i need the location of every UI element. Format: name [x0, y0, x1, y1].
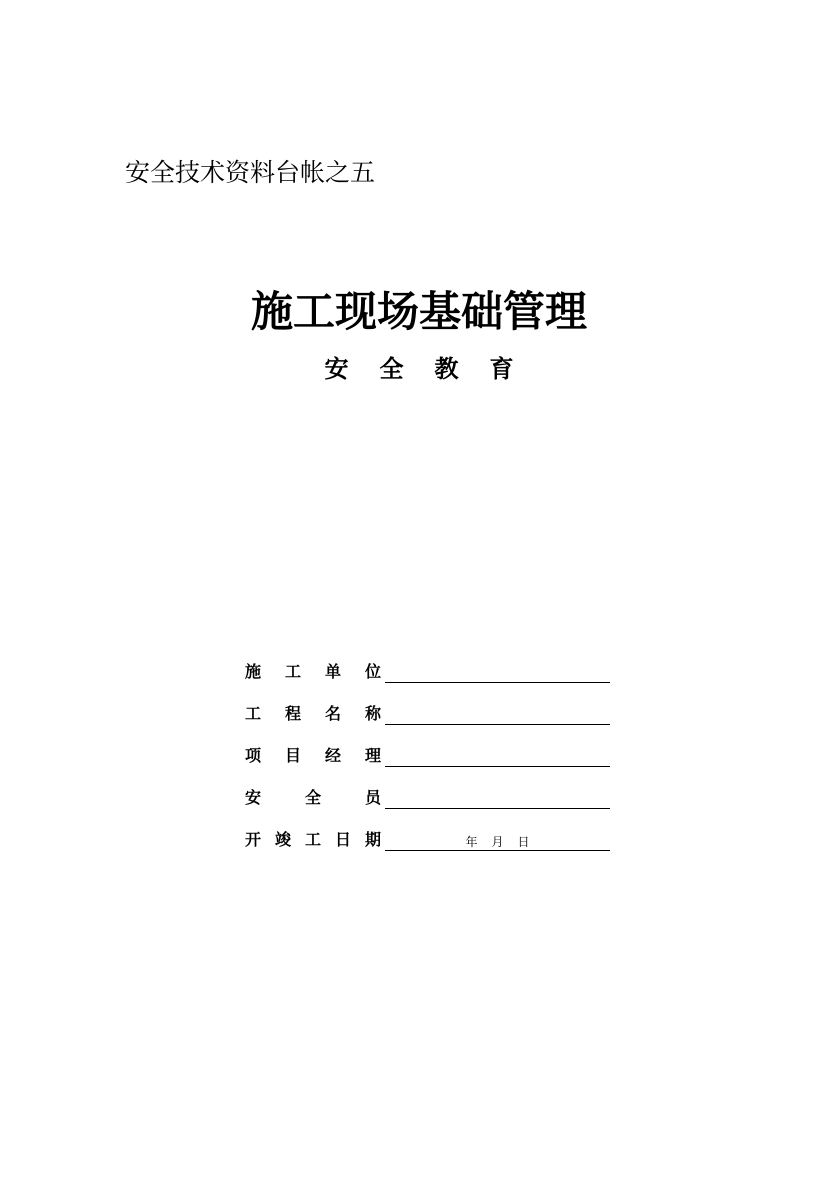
- label-char: 开: [245, 829, 262, 849]
- construction-unit-field[interactable]: [385, 682, 610, 683]
- label-char: 期: [364, 829, 381, 849]
- field-label-start-end-date: [245, 824, 381, 852]
- label-char: 程: [284, 703, 301, 723]
- field-label-project-name: [245, 698, 381, 726]
- form-row-construction-unit: [245, 656, 611, 684]
- label-char: 工: [284, 661, 301, 681]
- field-label-construction-unit: [245, 656, 381, 684]
- month-label: 月: [491, 834, 504, 849]
- form-row-safety-officer: [245, 782, 611, 810]
- label-char: 项: [245, 745, 262, 765]
- label-char: 称: [364, 703, 381, 723]
- label-char: 员: [364, 787, 381, 807]
- series-label: 安全技术资料台帐之五: [125, 158, 376, 187]
- label-char: 工: [245, 703, 262, 723]
- label-char: 安: [245, 787, 262, 807]
- field-label-safety-officer: [245, 782, 381, 810]
- day-label: 日: [517, 834, 530, 849]
- date-field-text: [385, 832, 610, 850]
- label-char: 单: [324, 661, 341, 681]
- label-char: 工: [304, 829, 321, 849]
- label-char: 竣: [274, 829, 291, 849]
- label-char: 位: [364, 661, 381, 681]
- label-char: 名: [324, 703, 341, 723]
- field-label-project-manager: [245, 740, 381, 768]
- form-row-start-end-date: [245, 824, 611, 852]
- label-char: 全: [304, 787, 321, 807]
- form-row-project-name: [245, 698, 611, 726]
- form-row-project-manager: [245, 740, 611, 768]
- label-char: 日: [334, 829, 351, 849]
- label-char: 目: [284, 745, 301, 765]
- sub-title: 安全教育: [324, 355, 545, 383]
- safety-officer-field[interactable]: [385, 808, 610, 809]
- project-manager-field[interactable]: [385, 766, 610, 767]
- main-title: 施工现场基础管理: [250, 287, 587, 336]
- label-char: 理: [364, 745, 381, 765]
- project-name-field[interactable]: [385, 724, 610, 725]
- label-char: 经: [324, 745, 341, 765]
- year-label: 年: [465, 834, 478, 849]
- start-end-date-field[interactable]: [385, 850, 610, 851]
- label-char: 施: [245, 661, 262, 681]
